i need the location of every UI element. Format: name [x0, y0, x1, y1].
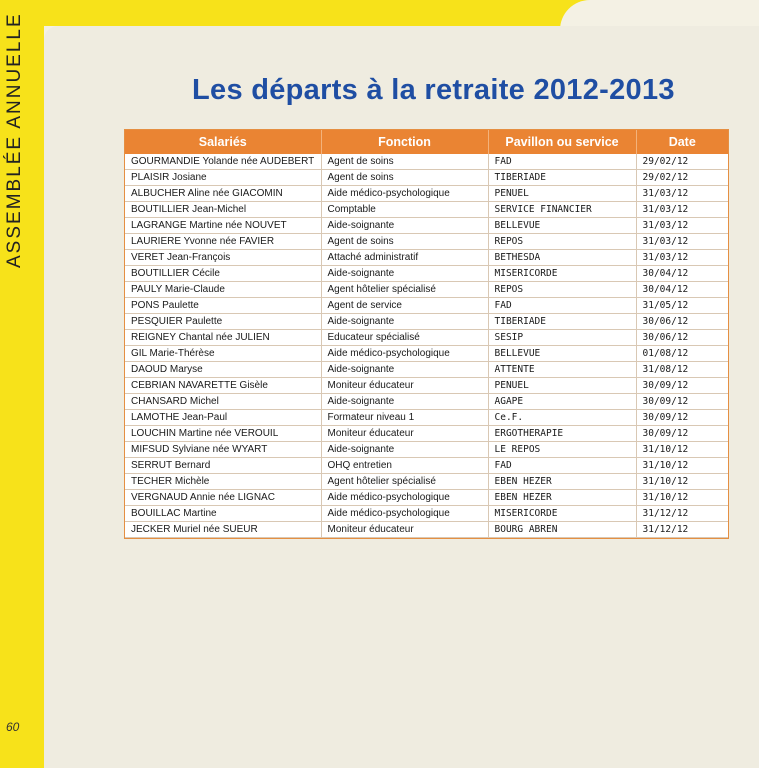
- cell-salarie: MIFSUD Sylviane née WYART: [125, 442, 321, 458]
- cell-pavillon: SERVICE FINANCIER: [488, 202, 636, 218]
- cell-date: 29/02/12: [636, 170, 728, 186]
- cell-date: 30/09/12: [636, 378, 728, 394]
- cell-salarie: LOUCHIN Martine née VEROUIL: [125, 426, 321, 442]
- cell-pavillon: ERGOTHERAPIE: [488, 426, 636, 442]
- cell-pavillon: BOURG ABREN: [488, 522, 636, 538]
- cell-fonction: Agent de soins: [321, 154, 488, 170]
- cell-pavillon: REPOS: [488, 282, 636, 298]
- cell-pavillon: TIBERIADE: [488, 314, 636, 330]
- cell-date: 30/04/12: [636, 282, 728, 298]
- cell-fonction: Aide médico-psychologique: [321, 490, 488, 506]
- table-row: [125, 442, 728, 458]
- cell-pavillon: MISERICORDE: [488, 506, 636, 522]
- table-row: [125, 170, 728, 186]
- cell-date: 31/03/12: [636, 234, 728, 250]
- cell-fonction: Aide-soignante: [321, 266, 488, 282]
- cell-pavillon: REPOS: [488, 234, 636, 250]
- cell-fonction: Aide-soignante: [321, 442, 488, 458]
- cell-salarie: ALBUCHER Aline née GIACOMIN: [125, 186, 321, 202]
- table-row: [125, 266, 728, 282]
- cell-fonction: Moniteur éducateur: [321, 522, 488, 538]
- table-row: [125, 218, 728, 234]
- column-header-pavillon: Pavillon ou service: [488, 130, 636, 154]
- cell-date: 30/09/12: [636, 394, 728, 410]
- cell-salarie: REIGNEY Chantal née JULIEN: [125, 330, 321, 346]
- cell-fonction: Aide médico-psychologique: [321, 506, 488, 522]
- cell-salarie: LAURIERE Yvonne née FAVIER: [125, 234, 321, 250]
- cell-salarie: JECKER Muriel née SUEUR: [125, 522, 321, 538]
- cell-date: 31/10/12: [636, 442, 728, 458]
- column-header-fonction: Fonction: [321, 130, 488, 154]
- cell-pavillon: FAD: [488, 298, 636, 314]
- cell-salarie: LAGRANGE Martine née NOUVET: [125, 218, 321, 234]
- table-row: [125, 282, 728, 298]
- cell-date: 31/05/12: [636, 298, 728, 314]
- side-title: ASSEMBLÉE ANNUELLE: [4, 12, 25, 268]
- cell-date: 31/03/12: [636, 250, 728, 266]
- cell-salarie: BOUTILLIER Jean-Michel: [125, 202, 321, 218]
- cell-pavillon: MISERICORDE: [488, 266, 636, 282]
- cell-date: 31/10/12: [636, 490, 728, 506]
- cell-fonction: Agent hôtelier spécialisé: [321, 474, 488, 490]
- table-row: [125, 346, 728, 362]
- table-row: [125, 394, 728, 410]
- cell-date: 31/12/12: [636, 522, 728, 538]
- cell-salarie: BOUILLAC Martine: [125, 506, 321, 522]
- table-row: [125, 330, 728, 346]
- cell-salarie: GIL Marie-Thérèse: [125, 346, 321, 362]
- cell-fonction: Moniteur éducateur: [321, 378, 488, 394]
- table-row: [125, 506, 728, 522]
- table-row: [125, 186, 728, 202]
- cell-date: 01/08/12: [636, 346, 728, 362]
- cell-fonction: Aide-soignante: [321, 362, 488, 378]
- table-row: [125, 490, 728, 506]
- cell-date: 30/09/12: [636, 426, 728, 442]
- table-row: [125, 250, 728, 266]
- cell-pavillon: BELLEVUE: [488, 218, 636, 234]
- cell-date: 31/10/12: [636, 458, 728, 474]
- cell-date: 31/03/12: [636, 202, 728, 218]
- cell-pavillon: BETHESDA: [488, 250, 636, 266]
- retirement-table: [124, 129, 729, 539]
- cell-salarie: CHANSARD Michel: [125, 394, 321, 410]
- cell-pavillon: EBEN HEZER: [488, 490, 636, 506]
- cell-fonction: Attaché administratif: [321, 250, 488, 266]
- cell-salarie: BOUTILLIER Cécile: [125, 266, 321, 282]
- cell-date: 31/03/12: [636, 186, 728, 202]
- cell-date: 31/10/12: [636, 474, 728, 490]
- cell-fonction: Agent de service: [321, 298, 488, 314]
- cell-pavillon: AGAPE: [488, 394, 636, 410]
- cell-pavillon: EBEN HEZER: [488, 474, 636, 490]
- cell-fonction: Moniteur éducateur: [321, 426, 488, 442]
- cell-salarie: SERRUT Bernard: [125, 458, 321, 474]
- table-row: [125, 378, 728, 394]
- table-body: [125, 154, 728, 538]
- table-row: [125, 410, 728, 426]
- cell-salarie: PONS Paulette: [125, 298, 321, 314]
- cell-fonction: OHQ entretien: [321, 458, 488, 474]
- table-row: [125, 362, 728, 378]
- cell-fonction: Agent de soins: [321, 170, 488, 186]
- cell-fonction: Aide-soignante: [321, 314, 488, 330]
- cell-salarie: VERGNAUD Annie née LIGNAC: [125, 490, 321, 506]
- cell-date: 31/12/12: [636, 506, 728, 522]
- cell-fonction: Comptable: [321, 202, 488, 218]
- cell-salarie: PESQUIER Paulette: [125, 314, 321, 330]
- table-row: [125, 234, 728, 250]
- cell-salarie: CEBRIAN NAVARETTE Gisèle: [125, 378, 321, 394]
- table-row: [125, 458, 728, 474]
- table-row: [125, 298, 728, 314]
- cell-salarie: DAOUD Maryse: [125, 362, 321, 378]
- cell-pavillon: LE REPOS: [488, 442, 636, 458]
- column-header-salaries: Salariés: [125, 130, 321, 154]
- cell-pavillon: FAD: [488, 458, 636, 474]
- cell-fonction: Agent hôtelier spécialisé: [321, 282, 488, 298]
- cell-fonction: Aide-soignante: [321, 218, 488, 234]
- cell-pavillon: BELLEVUE: [488, 346, 636, 362]
- cell-pavillon: PENUEL: [488, 186, 636, 202]
- table-row: [125, 202, 728, 218]
- cell-fonction: Aide-soignante: [321, 394, 488, 410]
- cell-fonction: Agent de soins: [321, 234, 488, 250]
- cell-fonction: Aide médico-psychologique: [321, 186, 488, 202]
- table-row: [125, 154, 728, 170]
- cell-salarie: LAMOTHE Jean-Paul: [125, 410, 321, 426]
- cell-pavillon: TIBERIADE: [488, 170, 636, 186]
- cell-salarie: PLAISIR Josiane: [125, 170, 321, 186]
- cell-pavillon: ATTENTE: [488, 362, 636, 378]
- cell-fonction: Aide médico-psychologique: [321, 346, 488, 362]
- cell-date: 29/02/12: [636, 154, 728, 170]
- table-header-row: [125, 130, 728, 154]
- table-row: [125, 426, 728, 442]
- cell-date: 30/09/12: [636, 410, 728, 426]
- cell-salarie: GOURMANDIE Yolande née AUDEBERT: [125, 154, 321, 170]
- cell-pavillon: SESIP: [488, 330, 636, 346]
- cell-fonction: Educateur spécialisé: [321, 330, 488, 346]
- table-row: [125, 314, 728, 330]
- cell-date: 31/08/12: [636, 362, 728, 378]
- cell-fonction: Formateur niveau 1: [321, 410, 488, 426]
- table-row: [125, 522, 728, 538]
- cell-date: 30/04/12: [636, 266, 728, 282]
- cell-date: 31/03/12: [636, 218, 728, 234]
- table-row: [125, 474, 728, 490]
- cell-date: 30/06/12: [636, 330, 728, 346]
- cell-pavillon: FAD: [488, 154, 636, 170]
- column-header-date: Date: [636, 130, 728, 154]
- cell-date: 30/06/12: [636, 314, 728, 330]
- cell-pavillon: Ce.F.: [488, 410, 636, 426]
- page-title: Les départs à la retraite 2012-2013: [192, 74, 675, 106]
- cell-pavillon: PENUEL: [488, 378, 636, 394]
- page-number: 60: [6, 720, 20, 734]
- cell-salarie: PAULY Marie-Claude: [125, 282, 321, 298]
- cell-salarie: VERET Jean-François: [125, 250, 321, 266]
- cell-salarie: TECHER Michèle: [125, 474, 321, 490]
